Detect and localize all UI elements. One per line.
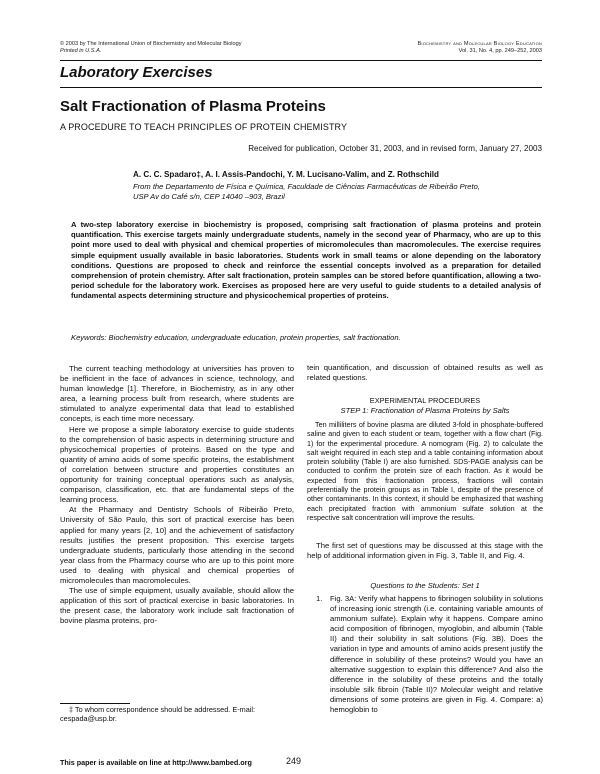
- affiliation-line: From the Departamento de Física e Química, Faculdade de Ciências Farmacêuticas de Ribeirão Preto,: [133, 182, 480, 191]
- step1-text: [307, 420, 543, 522]
- journal-citation: [417, 41, 542, 55]
- step1-heading: STEP 1: Fractionation of Plasma Proteins by Salts: [340, 406, 510, 415]
- body-paragraph: Here we propose a simple laboratory exercise to guide students to the comprehension of basic aspects in determining structure and physicochemical properties of proteins. Based on the type and quantity of amino acids of some specific proteins, the establishment of correlation between structure and properties constitutes an opportunity for training conceptual operations such as analysis, comparison, classification, etc. that are fundamental steps of the learning process.: [60, 424, 294, 505]
- questions-heading: Questions to the Students: Set 1: [370, 581, 480, 590]
- question-1: Fig. 3A: Verify what happens to fibrinogen solubility in solutions of increasing ionic strength (i.e. containing variable amounts of ammonium sulfate). Explain why it happens. Compare amino acid composition of fibrinogen, myoglobin, and albumin (Table II) and their solubility in salt solutions (Fig. 3B). Does the variation in type and amounts of amino acids present justify the difference in solubility of these proteins? Would you have an alternative suggestion to explain this difference? And also the difference in the solubility of these proteins and the totally insoluble silk fibroin (Table II)? Molecular weight and relative dimensions of some proteins are given in Fig. 4. Compare: a) hemoglobin to: [330, 594, 543, 715]
- footnote: ‡ To whom correspondence should be addressed. E-mail: cespada@usp.br.: [60, 705, 256, 724]
- article-title: Salt Fractionation of Plasma Proteins: [60, 98, 326, 115]
- section-label: Laboratory Exercises: [60, 64, 213, 81]
- printed-in-line: Printed in U.S.A.: [60, 48, 102, 54]
- body-paragraph: At the Pharmacy and Dentistry Schools of Ribeirão Preto, University of São Paulo, this sort of practical exercise has been applied for many years [2, 10] and the achievement of satisfactory results justifies the present proposition. This exercise targets undergraduate students, particularly those attending in the second year class from the Pharmacy course who are up to this point more used to dealing with physical and chemical properties of micromolecules than macromolecules.: [60, 505, 294, 585]
- footnote-rule: [60, 703, 130, 704]
- author-list: A. C. C. Spadaro‡, A. I. Assis-Pandochi, Y. M. Lucisano-Valim, and Z. Rothschild: [133, 170, 439, 179]
- keywords: Keywords: Biochemistry education, undergraduate education, protein properties, salt fractionation.: [71, 333, 401, 342]
- procedure-paragraph: Ten milliliters of bovine plasma are diluted 3-fold in phosphate-buffered saline and given to each student or team, together with a flow chart (Fig. 1) for the experimental procedure. A nomogram (Fig. 2) to calculate the salt weight required in each step and a table containing information about protein solubility (Table I) are also furnished. SDS-PAGE analysis can be conducted to confirm the protein size of each fraction. As it would be expected from this fractionation process, fractions will contain preferentially the protein groups as in Table I, despite of the presence of other contaminants. In this context, it should be emphasized that washing each precipitated fraction with ammonium sulfate solution at the respective salt concentration will improve the results.: [307, 420, 543, 522]
- article-subtitle: A PROCEDURE TO TEACH PRINCIPLES OF PROTEIN CHEMISTRY: [60, 122, 348, 132]
- body-paragraph: The current teaching methodology at universities has proven to be inefficient in the face of advances in science, technology, and human knowledge [1]. Therefore, in Biochemistry, as in any other area, a learning process built from research, where students are stimulated to analyze experimental data that lead to established concepts, is each time more necessary.: [60, 364, 294, 424]
- page-number: 249: [286, 756, 302, 766]
- left-column: [60, 364, 294, 626]
- body-paragraph: The use of simple equipment, usually available, should allow the application of this sort of practical exercise in basic laboratories. In the present case, the laboratory work include salt fractionation of bovine plasma proteins, pro-: [60, 586, 294, 626]
- received-dates: Received for publication, October 31, 2003, and in revised form, January 27, 2003: [248, 144, 542, 153]
- volume-pages: Vol. 31, No. 4, pp. 249–252, 2003: [458, 48, 542, 54]
- step1-closing: [307, 541, 543, 561]
- body-paragraph: The first set of questions may be discussed at this stage with the help of additional information given in Fig. 3, Table II, and Fig. 4.: [307, 541, 543, 561]
- journal-copyright: [60, 41, 242, 55]
- copyright-line: © 2003 by The International Union of Biochemistry and Molecular Biology: [60, 41, 242, 47]
- question-number: 1.: [316, 594, 323, 603]
- body-paragraph: tein quantification, and discussion of obtained results as well as related questions.: [307, 363, 543, 383]
- right-column-continuation: [307, 363, 543, 383]
- affiliation-line: USP Av do Café s/n, CEP 14040 –903, Brazil: [133, 192, 285, 201]
- affiliation: [133, 182, 480, 202]
- online-availability: This paper is available on line at http://www.bambed.org: [60, 758, 252, 767]
- abstract: A two-step laboratory exercise in biochemistry is proposed, comprising salt fractionation of plasma proteins and protein quantification. This exercise targets mainly undergraduate students, namely in the second year of Pharmacy, who are up to this point more used to deal with physical and chemical properties of micromolecules than macromolecules. The exercise requires simple equipment usually available in basic laboratories. Students work in small teams or alone depending on the laboratory conditions. Questions are proposed to check and reinforce the essential concepts involved as a preparation for detailed comprehension of protein chemistry. After salt fractionation, protein samples can be stored before quantification, allowing a two-period schedule for the laboratory work. Exercises as proposed here are very useful to guide students to a detailed analysis of fundamental aspects determining structure and physicochemical properties of proteins.: [71, 220, 541, 301]
- journal-name: Biochemistry and Molecular Biology Education: [417, 41, 542, 47]
- experimental-heading: EXPERIMENTAL PROCEDURES: [369, 396, 481, 405]
- section-rule: [60, 87, 542, 88]
- header-rule: [60, 60, 542, 61]
